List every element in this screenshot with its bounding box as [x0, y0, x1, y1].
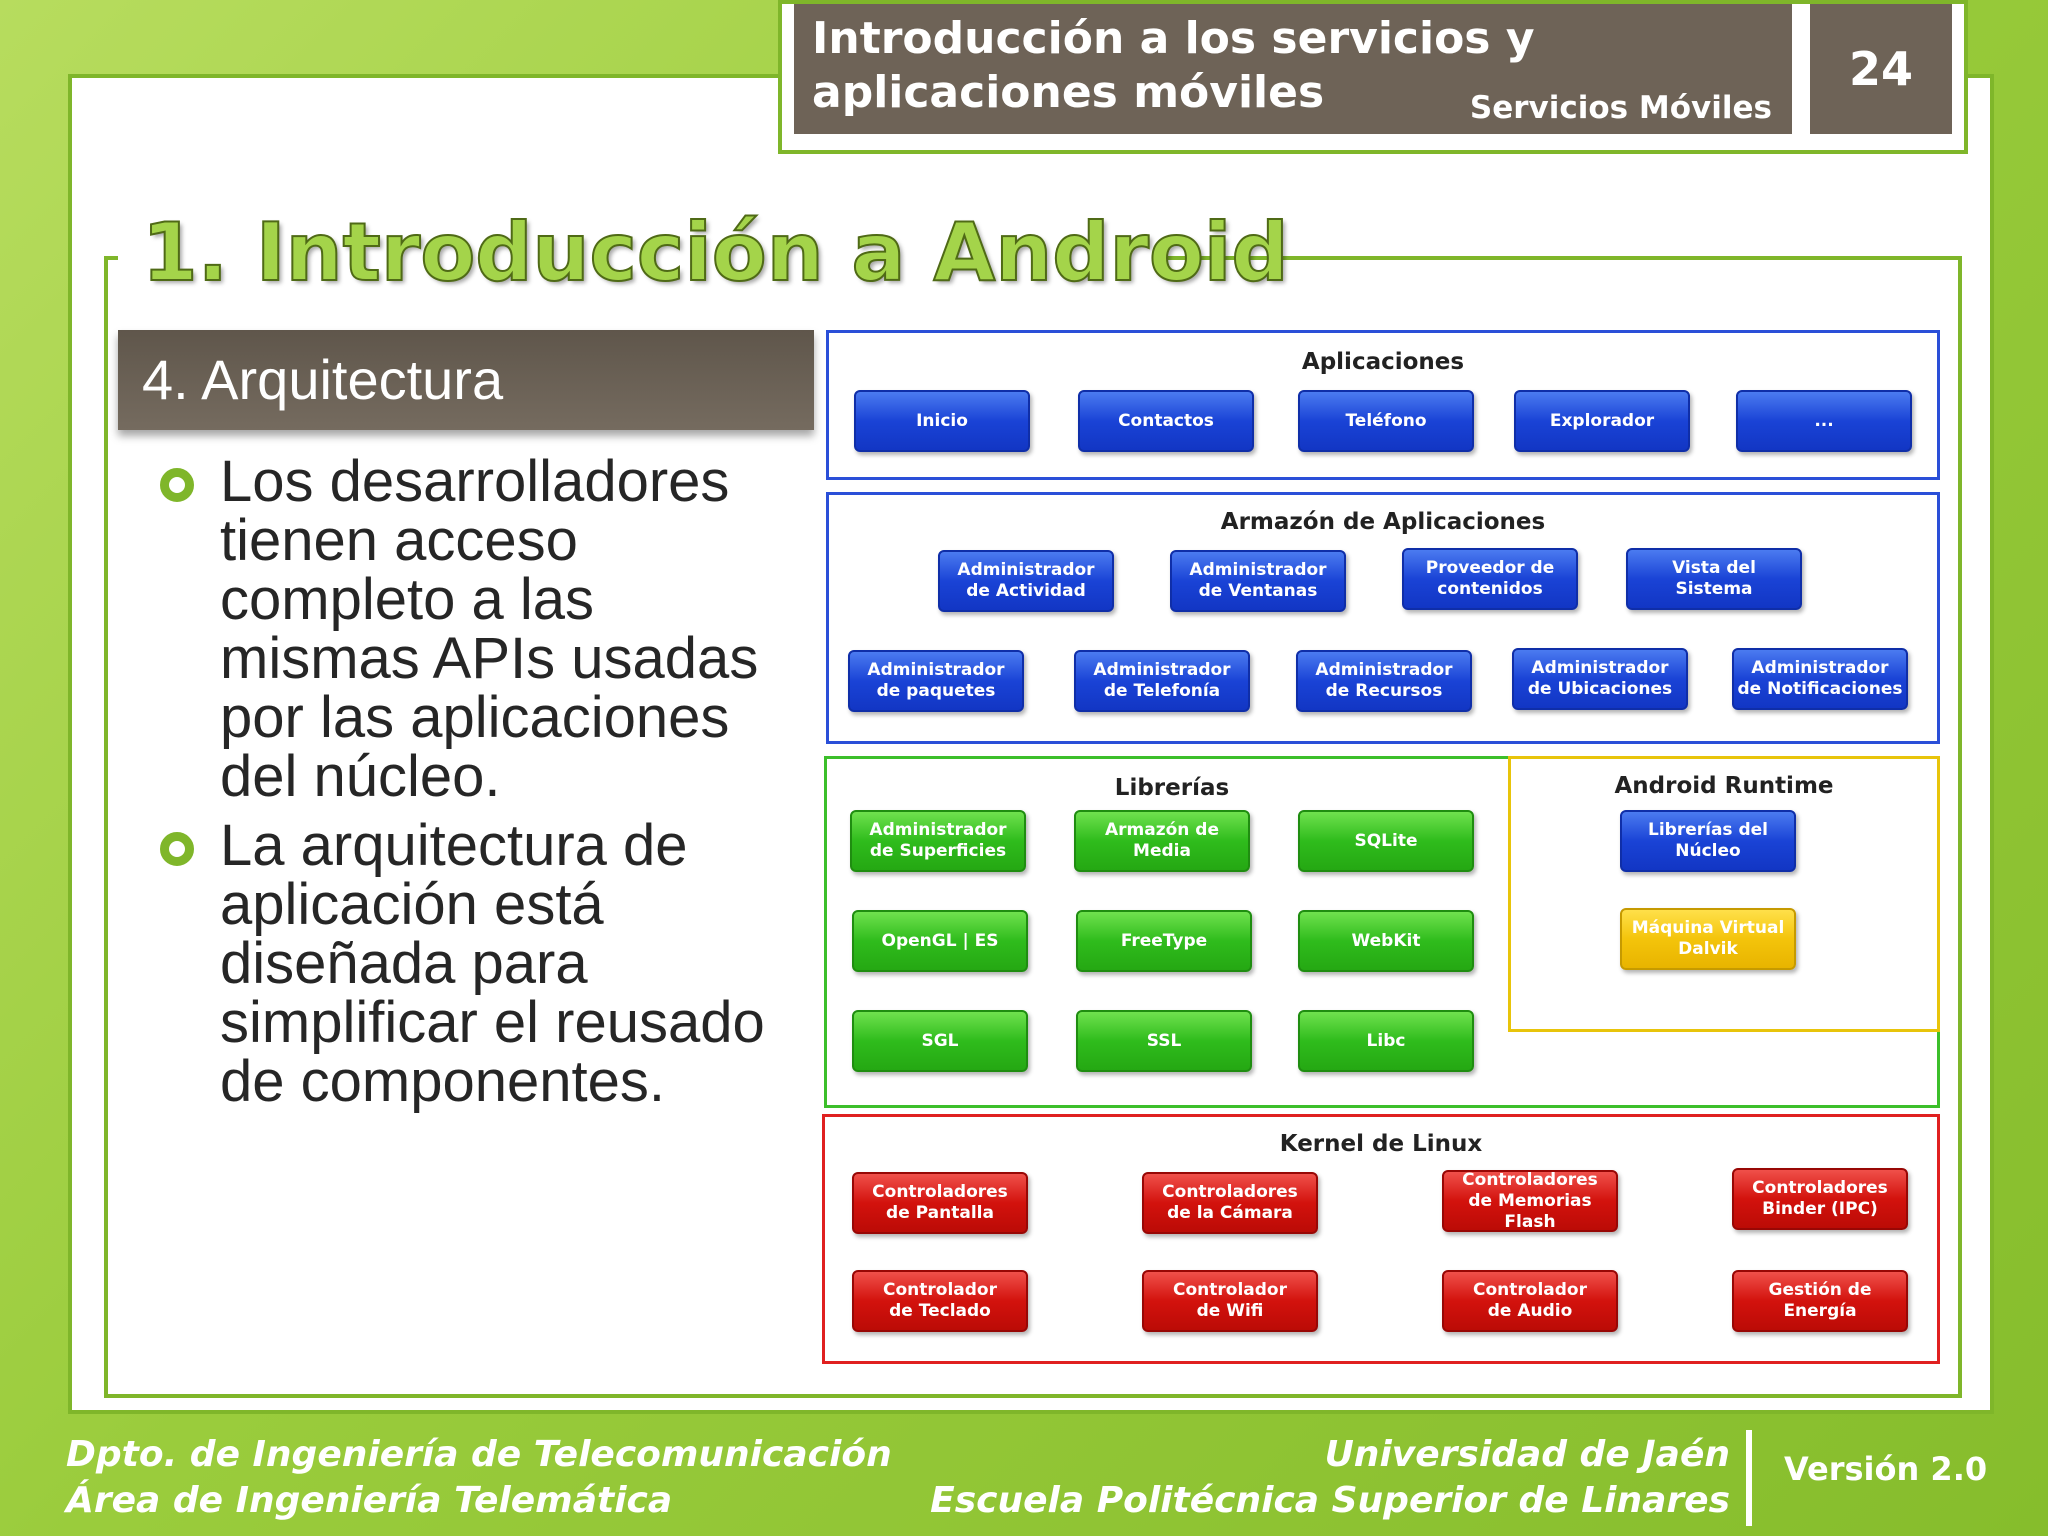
bullet-item [158, 813, 798, 1114]
lib-webkit: WebKit [1298, 910, 1474, 972]
lib-media-framework: Armazón de Media [1074, 810, 1250, 872]
bullet-item [158, 449, 798, 809]
fw-view-system: Vista del Sistema [1626, 548, 1802, 610]
k-keypad-driver: Controlador de Teclado [852, 1270, 1028, 1332]
footer-department [66, 1432, 892, 1524]
rt-dalvik-vm: Máquina Virtual Dalvik [1620, 908, 1796, 970]
app-inicio: Inicio [854, 390, 1030, 452]
bullet-list [158, 449, 798, 1121]
fw-notification-manager: Administrador de Notificaciones [1732, 648, 1908, 710]
footer-univ-line2: Escuela Politécnica Superior de Linares [930, 1480, 1730, 1521]
layer-title-kernel: Kernel de Linux [1279, 1131, 1483, 1157]
k-wifi-driver: Controlador de Wifi [1142, 1270, 1318, 1332]
lib-sqlite: SQLite [1298, 810, 1474, 872]
footer-university [930, 1432, 1730, 1524]
k-camera-driver: Controladores de la Cámara [1142, 1172, 1318, 1234]
bullet-text: La arquitectura de aplicación está diseñada para simplificar el reusado de componentes. [220, 813, 765, 1114]
k-audio-driver: Controlador de Audio [1442, 1270, 1618, 1332]
rt-core-libraries: Librerías del Núcleo [1620, 810, 1796, 872]
footer-divider [1746, 1430, 1752, 1526]
section-heading: 4. Arquitectura [118, 330, 814, 430]
lib-ssl: SSL [1076, 1010, 1252, 1072]
fw-location-manager: Administrador de Ubicaciones [1512, 648, 1688, 710]
page-number: 24 [1810, 4, 1952, 134]
lib-freetype: FreeType [1076, 910, 1252, 972]
footer-version: Versión 2.0 [1784, 1450, 1988, 1488]
fw-activity-manager: Administrador de Actividad [938, 550, 1114, 612]
ring-bullet-icon [160, 468, 194, 502]
layer-title-runtime: Android Runtime [1614, 773, 1834, 799]
k-flash-memory-driver: Controladores de Memorias Flash [1442, 1170, 1618, 1232]
footer-univ-line1: Universidad de Jaén [1324, 1434, 1730, 1475]
app-explorador: Explorador [1514, 390, 1690, 452]
lib-surface-manager: Administrador de Superficies [850, 810, 1026, 872]
bullet-text: Los desarrolladores tienen acceso completo a las mismas APIs usadas por las aplicaciones del núcleo. [220, 449, 759, 809]
k-display-driver: Controladores de Pantalla [852, 1172, 1028, 1234]
ring-bullet-icon [160, 832, 194, 866]
header-title: Introducción a los servicios y aplicaciones móviles [812, 13, 1535, 118]
header-subtitle: Servicios Móviles [1469, 90, 1772, 126]
layer-android-runtime [1508, 756, 1940, 1032]
lib-opengl-es: OpenGL | ES [852, 910, 1028, 972]
app-telefono: Teléfono [1298, 390, 1474, 452]
fw-window-manager: Administrador de Ventanas [1170, 550, 1346, 612]
fw-package-manager: Administrador de paquetes [848, 650, 1024, 712]
app-more: ... [1736, 390, 1912, 452]
footer-dept-line1: Dpto. de Ingeniería de Telecomunicación [66, 1434, 892, 1475]
k-power-management: Gestión de Energía [1732, 1270, 1908, 1332]
k-binder-ipc-driver: Controladores Binder (IPC) [1732, 1168, 1908, 1230]
footer-dept-line2: Área de Ingeniería Telemática [66, 1480, 673, 1521]
layer-title-libraries: Librerías [1114, 775, 1230, 801]
lib-sgl: SGL [852, 1010, 1028, 1072]
header-title-box [794, 4, 1792, 134]
slide-title: 1. Introducción a Android [142, 206, 1289, 299]
fw-telephony-manager: Administrador de Telefonía [1074, 650, 1250, 712]
fw-resource-manager: Administrador de Recursos [1296, 650, 1472, 712]
layer-title-framework: Armazón de Aplicaciones [1220, 509, 1546, 535]
fw-content-providers: Proveedor de contenidos [1402, 548, 1578, 610]
layer-title-applications: Aplicaciones [1301, 349, 1465, 375]
app-contactos: Contactos [1078, 390, 1254, 452]
lib-libc: Libc [1298, 1010, 1474, 1072]
